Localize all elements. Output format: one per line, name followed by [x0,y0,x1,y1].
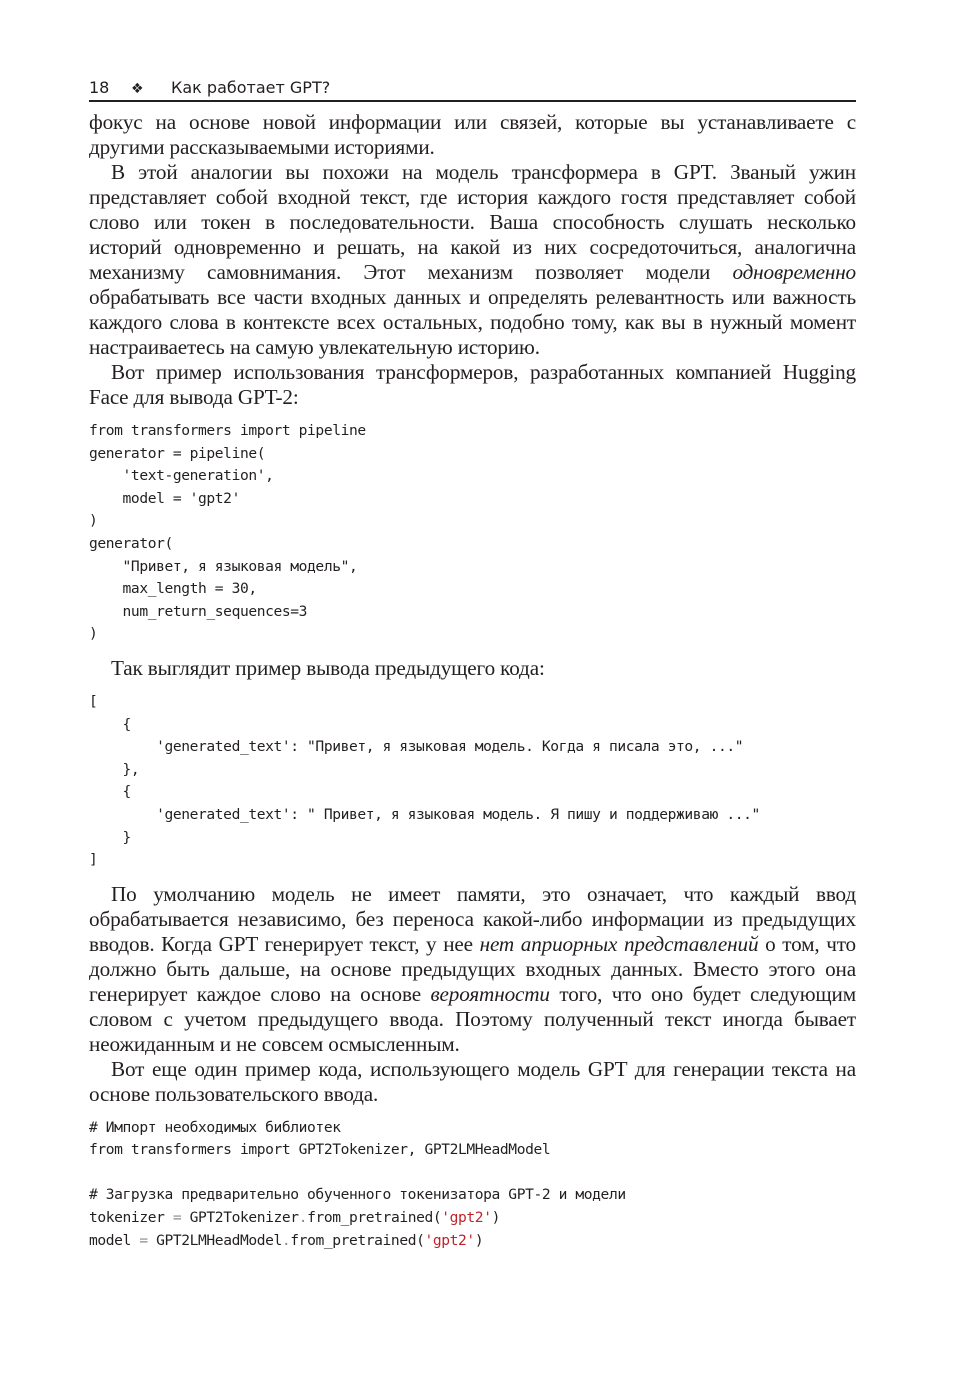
code-line: 'text-generation', [89,467,274,485]
code-string: 'gpt2' [424,1231,475,1249]
code-block-output [89,691,856,872]
code-operator: = [172,1209,182,1227]
code-block-gpt2-load [89,1117,856,1253]
paragraph-continuation: фокус на основе новой информации или связей, которые вы устанавливаете с другими рассказываемыми историями. [89,110,856,159]
emphasis: нет априорных представлений [479,931,759,956]
code-line: 'generated_text': "Привет, я языковая модель. Когда я писала это, ..." [89,738,744,756]
paragraph-example-intro: Вот пример использования трансформеров, разработанных компанией Hugging Face для вывода GPT-2: [89,360,856,409]
code-line: { [89,715,131,733]
code-line: generator( [89,534,173,552]
code-token: from_pretrained( [307,1209,442,1227]
code-operator: = [139,1231,148,1249]
code-line: from transformers import pipeline [89,422,366,439]
paragraph-another-example: Вот еще один пример кода, использующего модель GPT для генерации текста на основе пользовательского ввода. [89,1056,856,1106]
code-line: model = 'gpt2' [89,489,240,507]
code-operator: . [281,1231,291,1249]
code-token: ) [491,1209,500,1227]
emphasis: вероятности [430,981,550,1006]
code-line: "Привет, я языковая модель", [89,557,358,575]
code-line-tokenizer [89,1209,500,1226]
page-number: 18 [89,78,110,97]
code-token: GPT2Tokenizer [181,1209,299,1227]
ornament-icon: ❖ [131,81,144,97]
text-run: того, что оно будет следующим словом с учетом предыдущего ввода. Поэтому полученный текст иногда бывает неожиданным и не совсем осмысленным. [89,981,856,1056]
code-line: from transformers import GPT2Tokenizer, GPT2LMHeadModel [89,1141,551,1159]
code-line: [ [89,692,98,710]
code-block-pipeline [89,420,856,646]
code-line: { [89,783,131,801]
text-run: В этой аналогии вы похожи на модель трансформера в GPT. Званый ужин представляет собой входной текст, где история каждого гостя представляет собой слово или токен в последовательности. Ваша способность слушать несколько историй одновременно и решать, на какой из них сосредоточиться, аналогична механизму самовнимания. Этот механизм позволяет модели [89,160,856,284]
code-token: model [89,1231,140,1249]
chapter-title: Как работает GPT? [171,78,331,97]
code-comment: # Загрузка предварительно обученного токенизатора GPT-2 и модели [89,1186,626,1204]
emphasis: одновременно [732,260,856,284]
code-line: max_length = 30, [89,580,257,598]
paragraph-output-intro: Так выглядит пример вывода предыдущего кода: [111,655,545,680]
running-head [89,76,856,102]
code-line: ) [89,512,98,530]
code-line: ] [89,851,98,869]
paragraph-analogy [89,160,856,360]
code-line: generator = pipeline( [89,444,266,462]
code-token: from_pretrained( [290,1231,425,1249]
code-operator: . [298,1209,308,1227]
book-page [89,76,856,1252]
code-line: }, [89,760,140,778]
code-line: 'generated_text': " Привет, я языковая модель. Я пишу и поддерживаю ..." [89,805,760,823]
code-token: tokenizer [89,1209,173,1227]
code-line-model [89,1232,483,1249]
code-token: ) [474,1231,484,1249]
text-run: о том, что должно быть дальше, на основе предыдущих входных данных. Вместо этого она генерирует каждое слово на основе [89,931,856,1006]
code-line: } [89,828,131,846]
code-token: GPT2LMHeadModel [147,1231,282,1249]
code-line: num_return_sequences=3 [89,602,308,620]
code-comment: # Импорт необходимых библиотек [89,1118,341,1136]
text-run: обрабатывать все части входных данных и определять релевантность или важность каждого слова в контексте всех остальных, подобно тому, как вы в нужный момент настраиваетесь на самую увлекательную историю. [89,285,856,359]
code-string: 'gpt2' [441,1209,492,1227]
text-run: По умолчанию модель не имеет памяти, это означает, что каждый ввод обрабатывается независимо, без переноса какой-либо информации из предыдущих вводов. Когда GPT генерирует текст, у нее [89,881,856,956]
code-line: ) [89,625,98,643]
paragraph-memory [89,882,856,1057]
